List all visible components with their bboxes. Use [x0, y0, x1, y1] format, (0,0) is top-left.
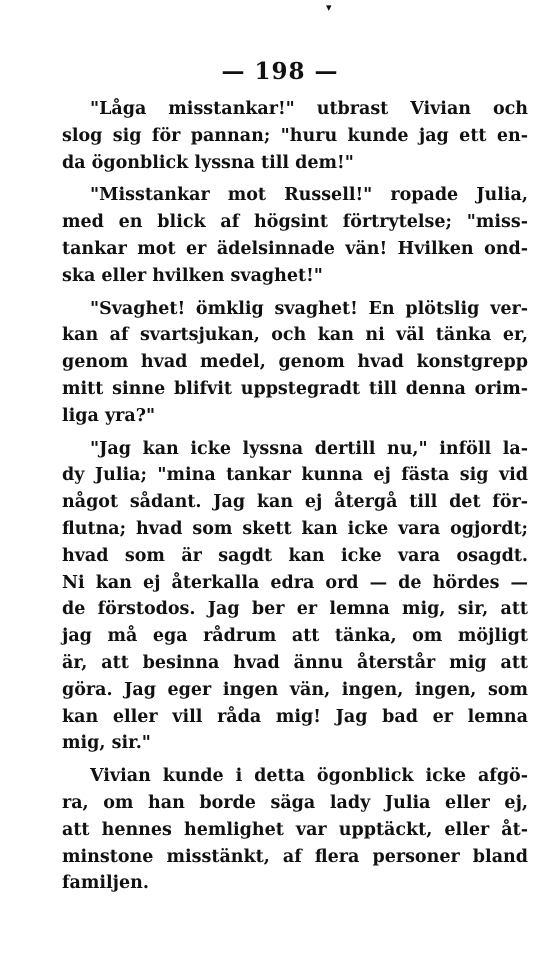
text-line: "Låga misstankar!" utbrast Vivian och	[90, 99, 528, 119]
text-line: "Misstankar mot Russell!" ropade Julia,	[90, 185, 528, 206]
body-text	[62, 96, 528, 897]
text-line: dy Julia; "mina tankar kunna ej fästa sig vid	[62, 465, 528, 486]
text-line: slog sig för pannan; "huru kunde jag ett en-	[62, 125, 528, 146]
text-line: mitt sinne blifvit uppstegradt till denna orim-	[62, 378, 528, 399]
text-line: att hennes hemlighet var upptäckt, eller åt-	[62, 819, 528, 840]
text-line: flutna; hvad som skett kan icke vara ogjordt;	[62, 518, 528, 539]
text-line: "Jag kan icke lyssna dertill nu," inföll la-	[90, 438, 528, 459]
text-line: är, att besinna hvad ännu återstår mig att	[62, 652, 528, 673]
text-line: liga yra?"	[62, 405, 156, 426]
text-line: "Svaghet! ömklig svaghet! En plötslig ver-	[90, 298, 528, 319]
text-line: familjen.	[62, 873, 149, 894]
text-line: tankar mot er ädelsinnade vän! Hvilken ond-	[62, 238, 528, 259]
text-line: da ögonblick lyssna till dem!"	[62, 152, 354, 173]
text-line: mig, sir."	[62, 733, 151, 754]
text-line: göra. Jag eger ingen vän, ingen, ingen, som	[62, 679, 528, 700]
text-line: hvad som är sagdt kan icke vara osagdt.	[62, 545, 528, 566]
page-marker: ▾	[326, 1, 332, 14]
text-line: ska eller hvilken svaghet!"	[62, 265, 323, 286]
text-line: de förstodos. Jag ber er lemna mig, sir, att	[62, 599, 528, 620]
text-line: minstone misstänkt, af flera personer bland	[62, 846, 528, 867]
page-number: — 198 —	[221, 58, 339, 85]
text-line: med en blick af högsint förtrytelse; "miss-	[62, 212, 528, 233]
text-line: Vivian kunde i detta ögonblick icke afgö-	[90, 766, 528, 787]
text-line: genom hvad medel, genom hvad konstgrepp	[62, 352, 528, 373]
text-line: Ni kan ej återkalla edra ord — de hördes —	[62, 572, 528, 593]
text-line: kan eller vill råda mig! Jag bad er lemna	[62, 706, 528, 727]
text-line: något sådant. Jag kan ej återgå till det för-	[62, 492, 528, 513]
text-line: kan af svartsjukan, och kan ni väl tänka er,	[62, 325, 528, 346]
text-line: jag må ega rådrum att tänka, om möjligt	[62, 626, 528, 647]
text-line: ra, om han borde säga lady Julia eller ej,	[62, 792, 528, 813]
